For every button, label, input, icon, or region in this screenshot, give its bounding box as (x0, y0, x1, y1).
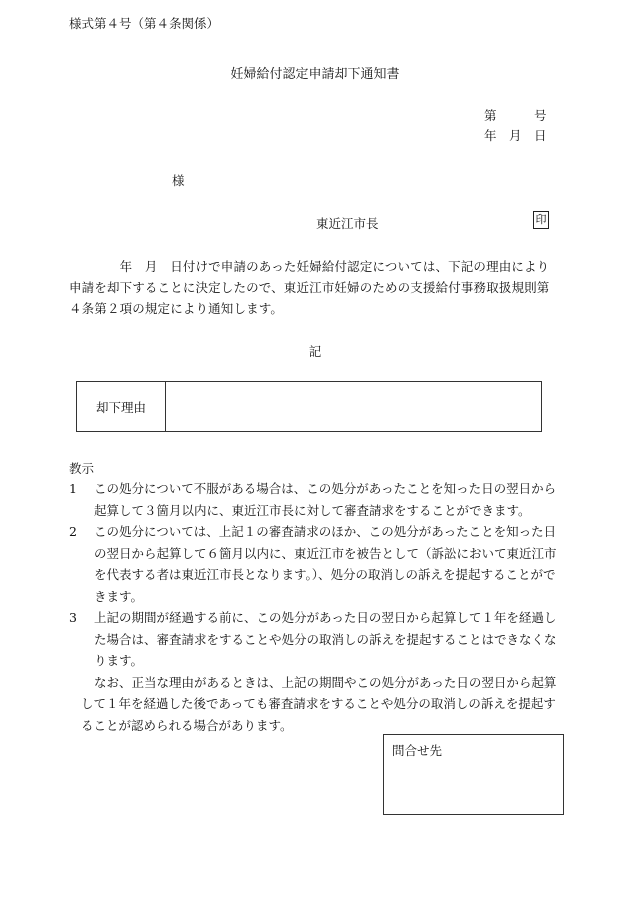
date-line: 年 月 日 (484, 128, 547, 143)
notice-item-number: 2 (69, 524, 77, 539)
reason-label: 却下理由 (77, 382, 166, 431)
document-number-line: 第 号 (484, 108, 547, 123)
ki-heading: 記 (308, 344, 322, 359)
notice-note: なお、正当な理由があるときは、上記の期間やこの処分があった日の翌日から起算して１年を経過した後であっても審査請求をすることや処分の取消しの訴えを提起することが認められる場合があります。 (81, 674, 557, 733)
form-number: 様式第４号（第４条関係） (69, 16, 220, 31)
notice-item-text: この処分について不服がある場合は、この処分があったことを知った日の翌日から起算して３箇月以内に、東近江市長に対して審査請求をすることができます。 (94, 481, 557, 518)
notice-item-text: 上記の期間が経過する前に、この処分があった日の翌日から起算して１年を経過した場合は、審査請求をすることや処分の取消しの訴えを提起することはできなくなります。 (94, 610, 557, 668)
addressee-suffix: 様 (172, 173, 185, 188)
inquiry-box (383, 734, 564, 815)
reason-value (166, 382, 541, 431)
notice-item (69, 478, 565, 521)
notice-item-text: この処分については、上記１の審査請求のほか、この処分があったことを知った日の翌日から起算して６箇月以内に、東近江市を被告として（訴訟において東近江市を代表する者は東近江市長となります。）、処分の取消しの訴えを提起することができます。 (94, 524, 557, 604)
inquiry-label: 問合せ先 (392, 743, 443, 758)
notice-item (69, 607, 565, 672)
notice-item-number: 3 (69, 610, 77, 625)
notice-heading: 教示 (69, 461, 95, 476)
reason-table (76, 381, 542, 432)
document-title: 妊婦給付認定申請却下通知書 (230, 67, 400, 82)
notice-list (69, 478, 565, 736)
issuer-name: 東近江市長 (316, 216, 379, 231)
notification-body: 年 月 日付けで申請のあった妊婦給付認定については、下記の理由により申請を却下することに決定したので、東近江市妊婦のための支援給付事務取扱規則第４条第２項の規定により通知します。 (69, 259, 550, 316)
notice-item (69, 521, 565, 607)
notice-item-number: 1 (69, 481, 77, 496)
seal-mark: 印 (533, 211, 549, 229)
